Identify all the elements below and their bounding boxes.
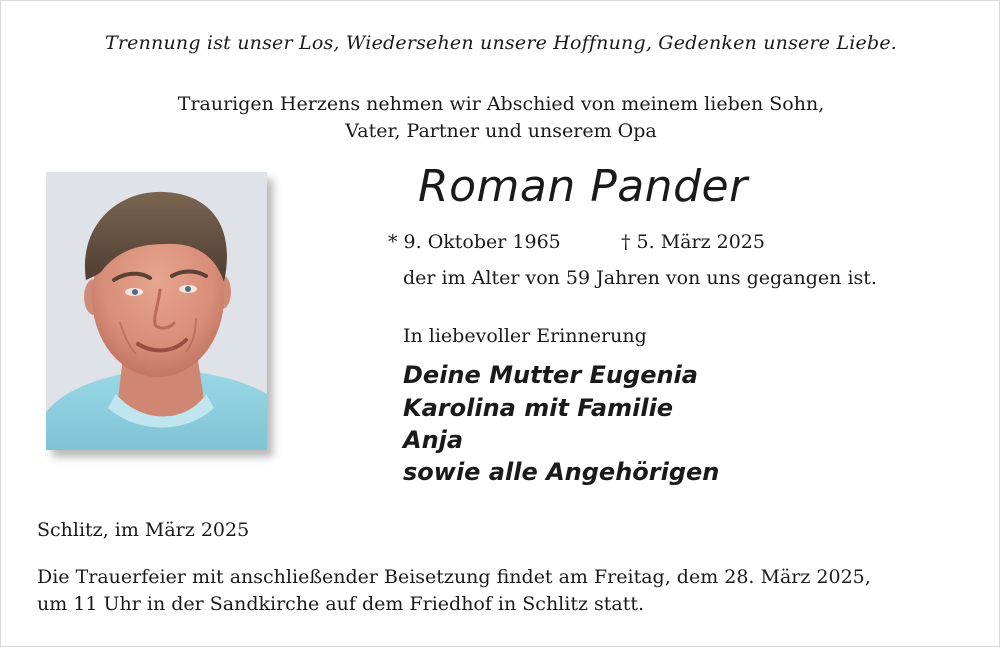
age-statement: der im Alter von 59 Jahren von uns gegangen ist. bbox=[403, 267, 877, 289]
mourner-karolina: Karolina mit Familie bbox=[403, 394, 674, 422]
portrait-photo bbox=[46, 172, 267, 450]
portrait-illustration bbox=[46, 172, 267, 450]
birth-date: * 9. Oktober 1965 bbox=[388, 231, 561, 253]
deceased-name: Roman Pander bbox=[418, 161, 748, 212]
death-date: † 5. März 2025 bbox=[621, 231, 765, 253]
place-date: Schlitz, im März 2025 bbox=[37, 519, 250, 541]
funeral-info-line-2: um 11 Uhr in der Sandkirche auf dem Friedhof in Schlitz statt. bbox=[37, 593, 645, 615]
mourner-mother: Deine Mutter Eugenia bbox=[403, 361, 698, 389]
memory-heading: In liebevoller Erinnerung bbox=[403, 325, 647, 347]
funeral-info-line-1: Die Trauerfeier mit anschließender Beisetzung findet am Freitag, dem 28. März 2025, bbox=[37, 566, 871, 588]
motto-quote: Trennung ist unser Los, Wiedersehen unsere Hoffnung, Gedenken unsere Liebe. bbox=[104, 32, 898, 54]
intro-line-1: Traurigen Herzens nehmen wir Abschied von meinem lieben Sohn, bbox=[177, 93, 825, 115]
intro-line-2: Vater, Partner und unserem Opa bbox=[345, 120, 657, 142]
mourner-anja: Anja bbox=[403, 426, 464, 454]
mourner-relatives: sowie alle Angehörigen bbox=[403, 458, 720, 486]
